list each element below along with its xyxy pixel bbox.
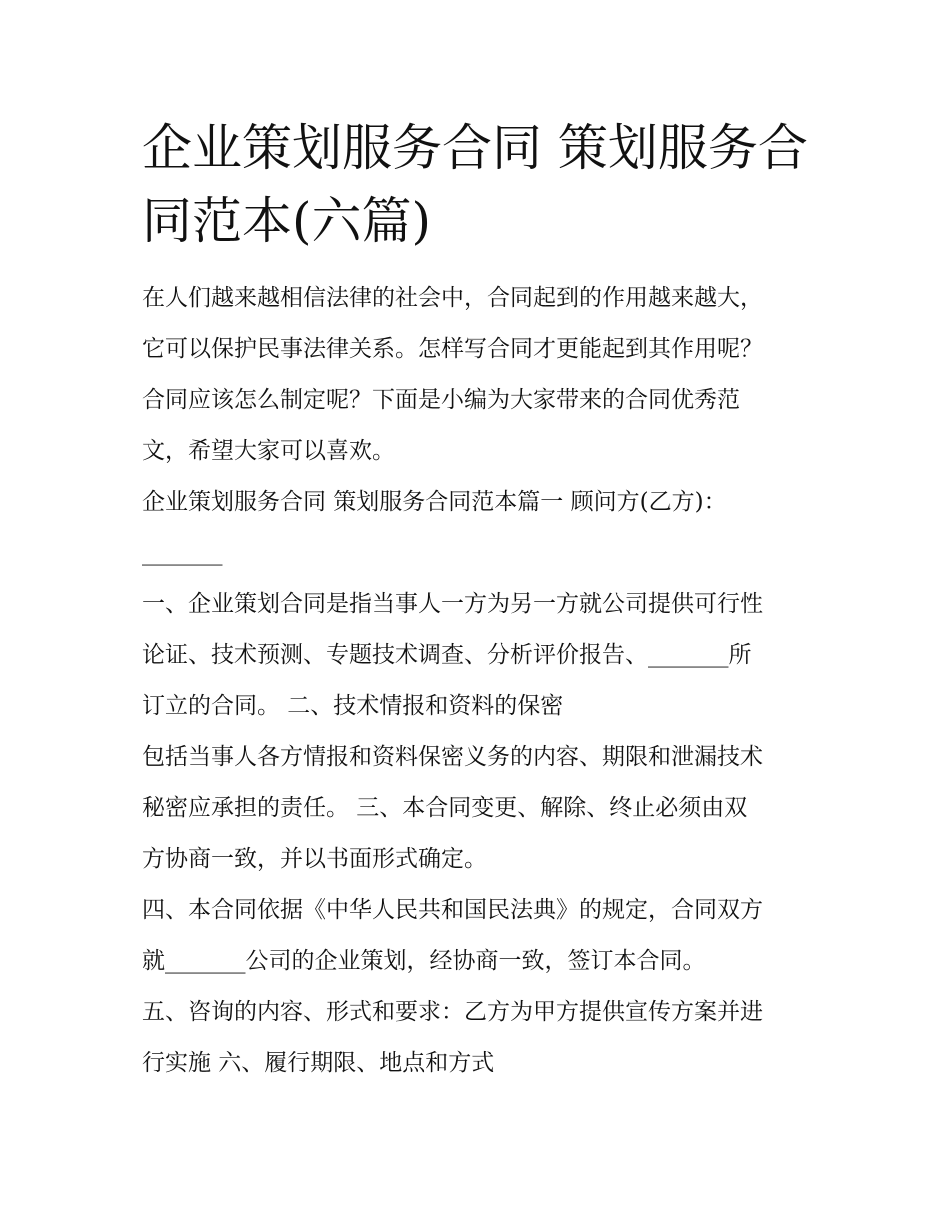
body-line: 包括当事人各方情报和资料保密义务的内容、期限和泄漏技术 bbox=[142, 744, 763, 770]
document-page bbox=[142, 112, 822, 1089]
title-line-2: 同范本(六篇) bbox=[142, 192, 432, 250]
body-line: 秘密应承担的责任。 三、本合同变更、解除、终止必须由双 bbox=[142, 795, 748, 821]
body-line: _______ bbox=[142, 540, 223, 566]
body-line: 在人们越来越相信法律的社会中，合同起到的作用越来越大， bbox=[142, 285, 763, 311]
body-line: 四、本合同依据《中华人民共和国民法典》的规定，合同双方 bbox=[142, 897, 763, 923]
body-line: 五、咨询的内容、形式和要求：乙方为甲方提供宣传方案并进 bbox=[142, 999, 763, 1025]
title-line-1: 企业策划服务合同 策划服务合 bbox=[142, 119, 808, 177]
document-body bbox=[142, 273, 822, 1089]
body-line: 合同应该怎么制定呢？下面是小编为大家带来的合同优秀范 bbox=[142, 387, 740, 413]
body-line: 订立的合同。 二、技术情报和资料的保密 bbox=[142, 693, 564, 719]
body-line: 文，希望大家可以喜欢。 bbox=[142, 438, 395, 464]
body-line: 一、企业策划合同是指当事人一方为另一方就公司提供可行性 bbox=[142, 591, 763, 617]
body-line: 行实施 六、履行期限、地点和方式 bbox=[142, 1050, 495, 1076]
body-line: 它可以保护民事法律关系。怎样写合同才更能起到其作用呢？ bbox=[142, 336, 763, 362]
document-title bbox=[142, 112, 822, 258]
body-line: 企业策划服务合同 策划服务合同范本篇一 顾问方(乙方)： bbox=[142, 489, 727, 515]
body-line: 论证、技术预测、专题技术调查、分析评价报告、_______所 bbox=[142, 642, 752, 668]
body-line: 方协商一致，并以书面形式确定。 bbox=[142, 846, 487, 872]
body-line: 就_______公司的企业策划，经协商一致，签订本合同。 bbox=[142, 948, 706, 974]
